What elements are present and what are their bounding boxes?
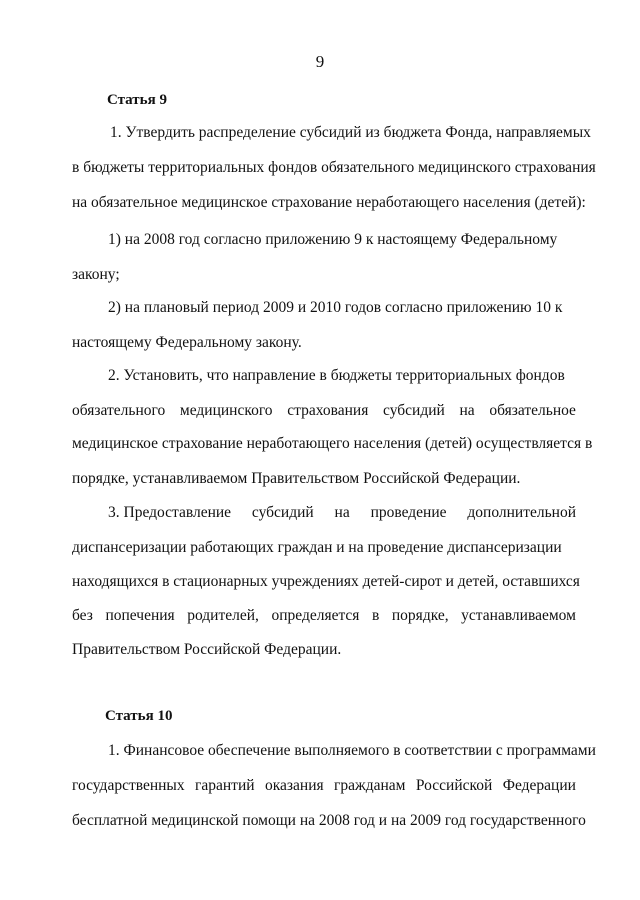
article-9-p3-line-4	[72, 607, 576, 625]
word: гражданам	[334, 777, 406, 794]
word: устанавливаемом	[461, 607, 576, 624]
word: проведение	[370, 504, 447, 521]
word: на	[459, 402, 475, 419]
article-9-p1-line-1: 1. Утвердить распределение субсидий из бюджета Фонда, направляемых	[110, 124, 591, 141]
word: оказания	[264, 777, 324, 794]
article-9-p3-line-3: находящихся в стационарных учреждениях детей-сирот и детей, оставшихся	[72, 573, 580, 590]
article-9-p2-line-1: 2. Установить, что направление в бюджеты территориальных фондов	[108, 367, 565, 384]
word: 3. Предоставление	[108, 504, 232, 521]
word: определяется	[271, 607, 360, 624]
word: страхования	[287, 402, 369, 419]
article-10-heading: Статья 10	[105, 708, 173, 724]
word: в	[372, 607, 380, 624]
word: на	[334, 504, 350, 521]
word: государственных	[72, 777, 185, 794]
article-10-p1-line-3: бесплатной медицинской помощи на 2008 год и на 2009 год государственного	[72, 812, 586, 829]
article-9-item2-line-2: настоящему Федеральному закону.	[72, 334, 302, 351]
article-9-heading: Статья 9	[107, 92, 167, 108]
article-9-p2-line-2	[72, 402, 576, 420]
word: гарантий	[195, 777, 255, 794]
article-10-p1-line-1: 1. Финансовое обеспечение выполняемого в соответствии с программами	[108, 742, 596, 759]
article-9-p1-line-3: на обязательное медицинское страхование неработающего населения (детей):	[72, 194, 586, 211]
word: дополнительной	[467, 504, 576, 521]
article-10-p1-line-2	[72, 777, 576, 795]
article-9-item1-line-2: закону;	[72, 266, 120, 283]
article-9-p2-line-3: медицинское страхование неработающего населения (детей) осуществляется в	[72, 435, 593, 452]
article-9-p3-line-5: Правительством Российской Федерации.	[72, 641, 342, 658]
word: Российской	[415, 777, 493, 794]
page-number: 9	[315, 52, 325, 71]
word: порядке,	[391, 607, 449, 624]
article-9-p3-line-1	[108, 504, 576, 522]
word: субсидий	[383, 402, 445, 419]
word: родителей,	[187, 607, 259, 624]
word: медицинского	[179, 402, 273, 419]
word: субсидий	[251, 504, 314, 521]
word: попечения	[105, 607, 175, 624]
word: без	[72, 607, 93, 624]
article-9-p2-line-4: порядке, устанавливаемом Правительством Российской Федерации.	[72, 470, 521, 487]
article-9-p1-line-2: в бюджеты территориальных фондов обязательного медицинского страхования	[72, 159, 596, 176]
word: Федерации	[502, 777, 576, 794]
article-9-item2-line-1: 2) на плановый период 2009 и 2010 годов согласно приложению 10 к	[108, 299, 563, 316]
article-9-p3-line-2: диспансеризации работающих граждан и на проведение диспансеризации	[72, 539, 562, 556]
word: обязательного	[72, 402, 166, 419]
word: обязательное	[489, 402, 576, 419]
article-9-item1-line-1: 1) на 2008 год согласно приложению 9 к настоящему Федеральному	[108, 231, 558, 248]
